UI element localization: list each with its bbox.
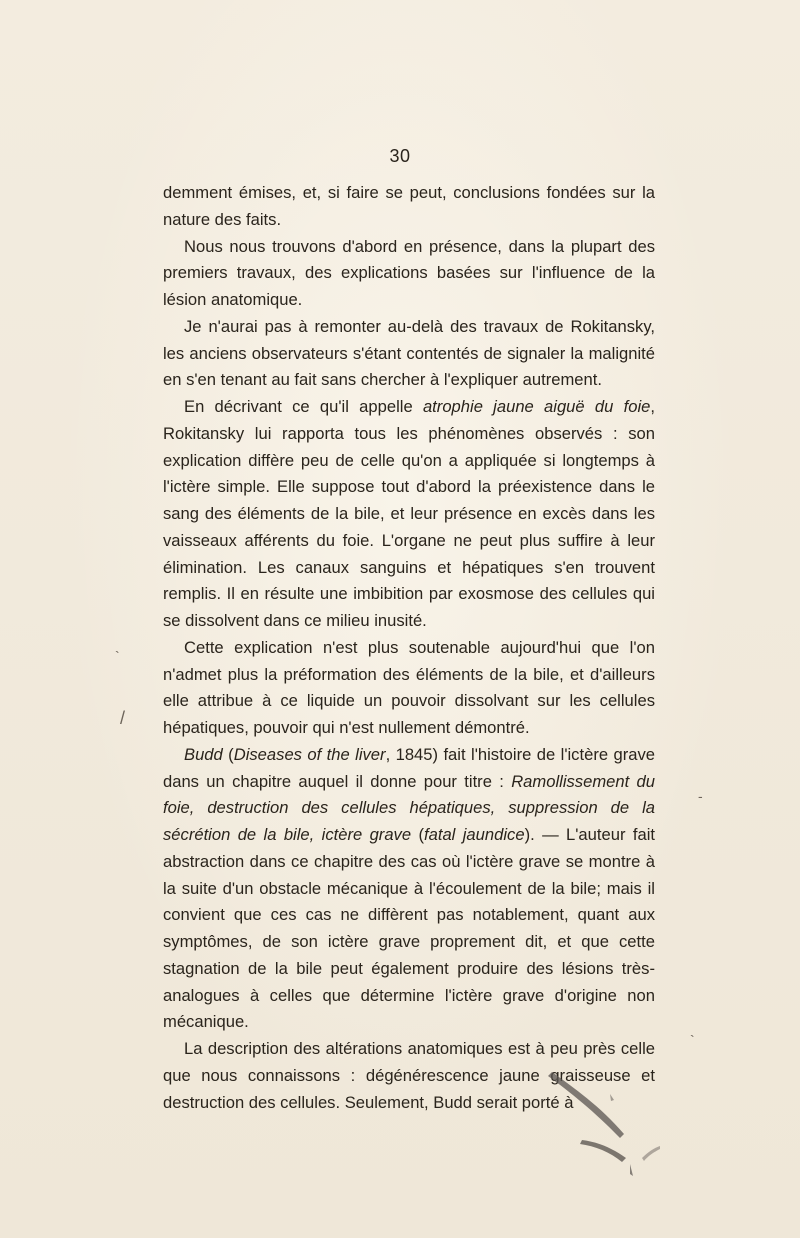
paragraph [163, 234, 655, 314]
text-run: ( [411, 825, 424, 844]
text-run: , 1845) fait l'histoire de l'ictère grave dans un chapitre auquel il donne pour titre : [163, 744, 656, 791]
margin-mark: / [120, 708, 126, 728]
ink-stain [540, 1066, 660, 1176]
text-run: Je n'aurai pas à remonter au-delà des travaux de Rokitansky, les anciens observateurs s'étant contentés de signaler la malignité en s'en tenant au fait sans chercher à l'expliquer autrement. [163, 316, 655, 390]
page-number: 30 [389, 146, 411, 166]
italic-run: Budd [184, 744, 223, 764]
margin-mark: ` [690, 1032, 695, 1048]
italic-run: Diseases of the liver [233, 744, 386, 764]
italic-run: atrophie jaune aiguë du foie [422, 397, 651, 416]
paragraph [163, 635, 655, 742]
text-run: ). — L'auteur fait abstraction dans ce chapitre des cas où l'ictère grave se montre à la suite d'un obstacle mécanique à l'écoulement de la bile; mais il convient que ces cas ne diffèrent pas notablement, quant aux symptômes, de son ictère grave proprement dit, et que cette stagnation de la bile peut également produire des lésions très-analogues à celles que détermine l'ictère grave d'origine non mécanique. [163, 825, 655, 1032]
paragraph [163, 180, 655, 234]
text-run: ( [222, 744, 234, 764]
text-run: Cette explication n'est plus soutenable aujourd'hui que l'on n'admet plus la préformation des éléments de la bile, et d'ailleurs elle attribue à ce liquide un pouvoir dissolvant sur les cellules hépatiques, pouvoir qui n'est nullement démontré. [163, 637, 655, 737]
margin-mark: ` [115, 648, 120, 664]
text-run: demment émises, et, si faire se peut, conclusions fondées sur la nature des faits. [163, 183, 655, 229]
text-run: La description des altérations anatomiques est à peu près celle que nous connaissons : dégénérescence jaune graisseuse et destruction des cellules. Seulement, Budd serait porté à [163, 1039, 655, 1112]
text-run: En décrivant ce qu'il appelle [184, 397, 423, 416]
italic-run: Ramollissement du foie, destruction des cellules hépatiques, suppression de la sécrétion de la bile, ictère grave [163, 771, 656, 844]
paragraph [163, 314, 655, 394]
body-text [163, 180, 655, 1116]
text-run: Nous nous trouvons d'abord en présence, dans la plupart des premiers travaux, des explications basées sur l'influence de la lésion anatomique. [163, 236, 655, 309]
text-run: , Rokitansky lui rapporta tous les phénomènes observés : son explication diffère peu de celle qu'on a appliquée si longtemps à l'ictère simple. Elle suppose tout d'abord la préexistence dans le sang des éléments de la bile, et leur présence en excès dans les vaisseaux afférents du foie. L'organe ne peut plus suffire à leur élimination. Les canaux sanguins et hépatiques s'en trouvent remplis. Il en résulte une imbibition par exosmose des cellules qui se dissolvent dans ce milieu inusité. [163, 397, 655, 630]
paragraph [163, 742, 655, 1036]
margin-mark: - [698, 788, 703, 804]
italic-run: fatal jaundice [424, 825, 525, 844]
paragraph [163, 394, 655, 635]
